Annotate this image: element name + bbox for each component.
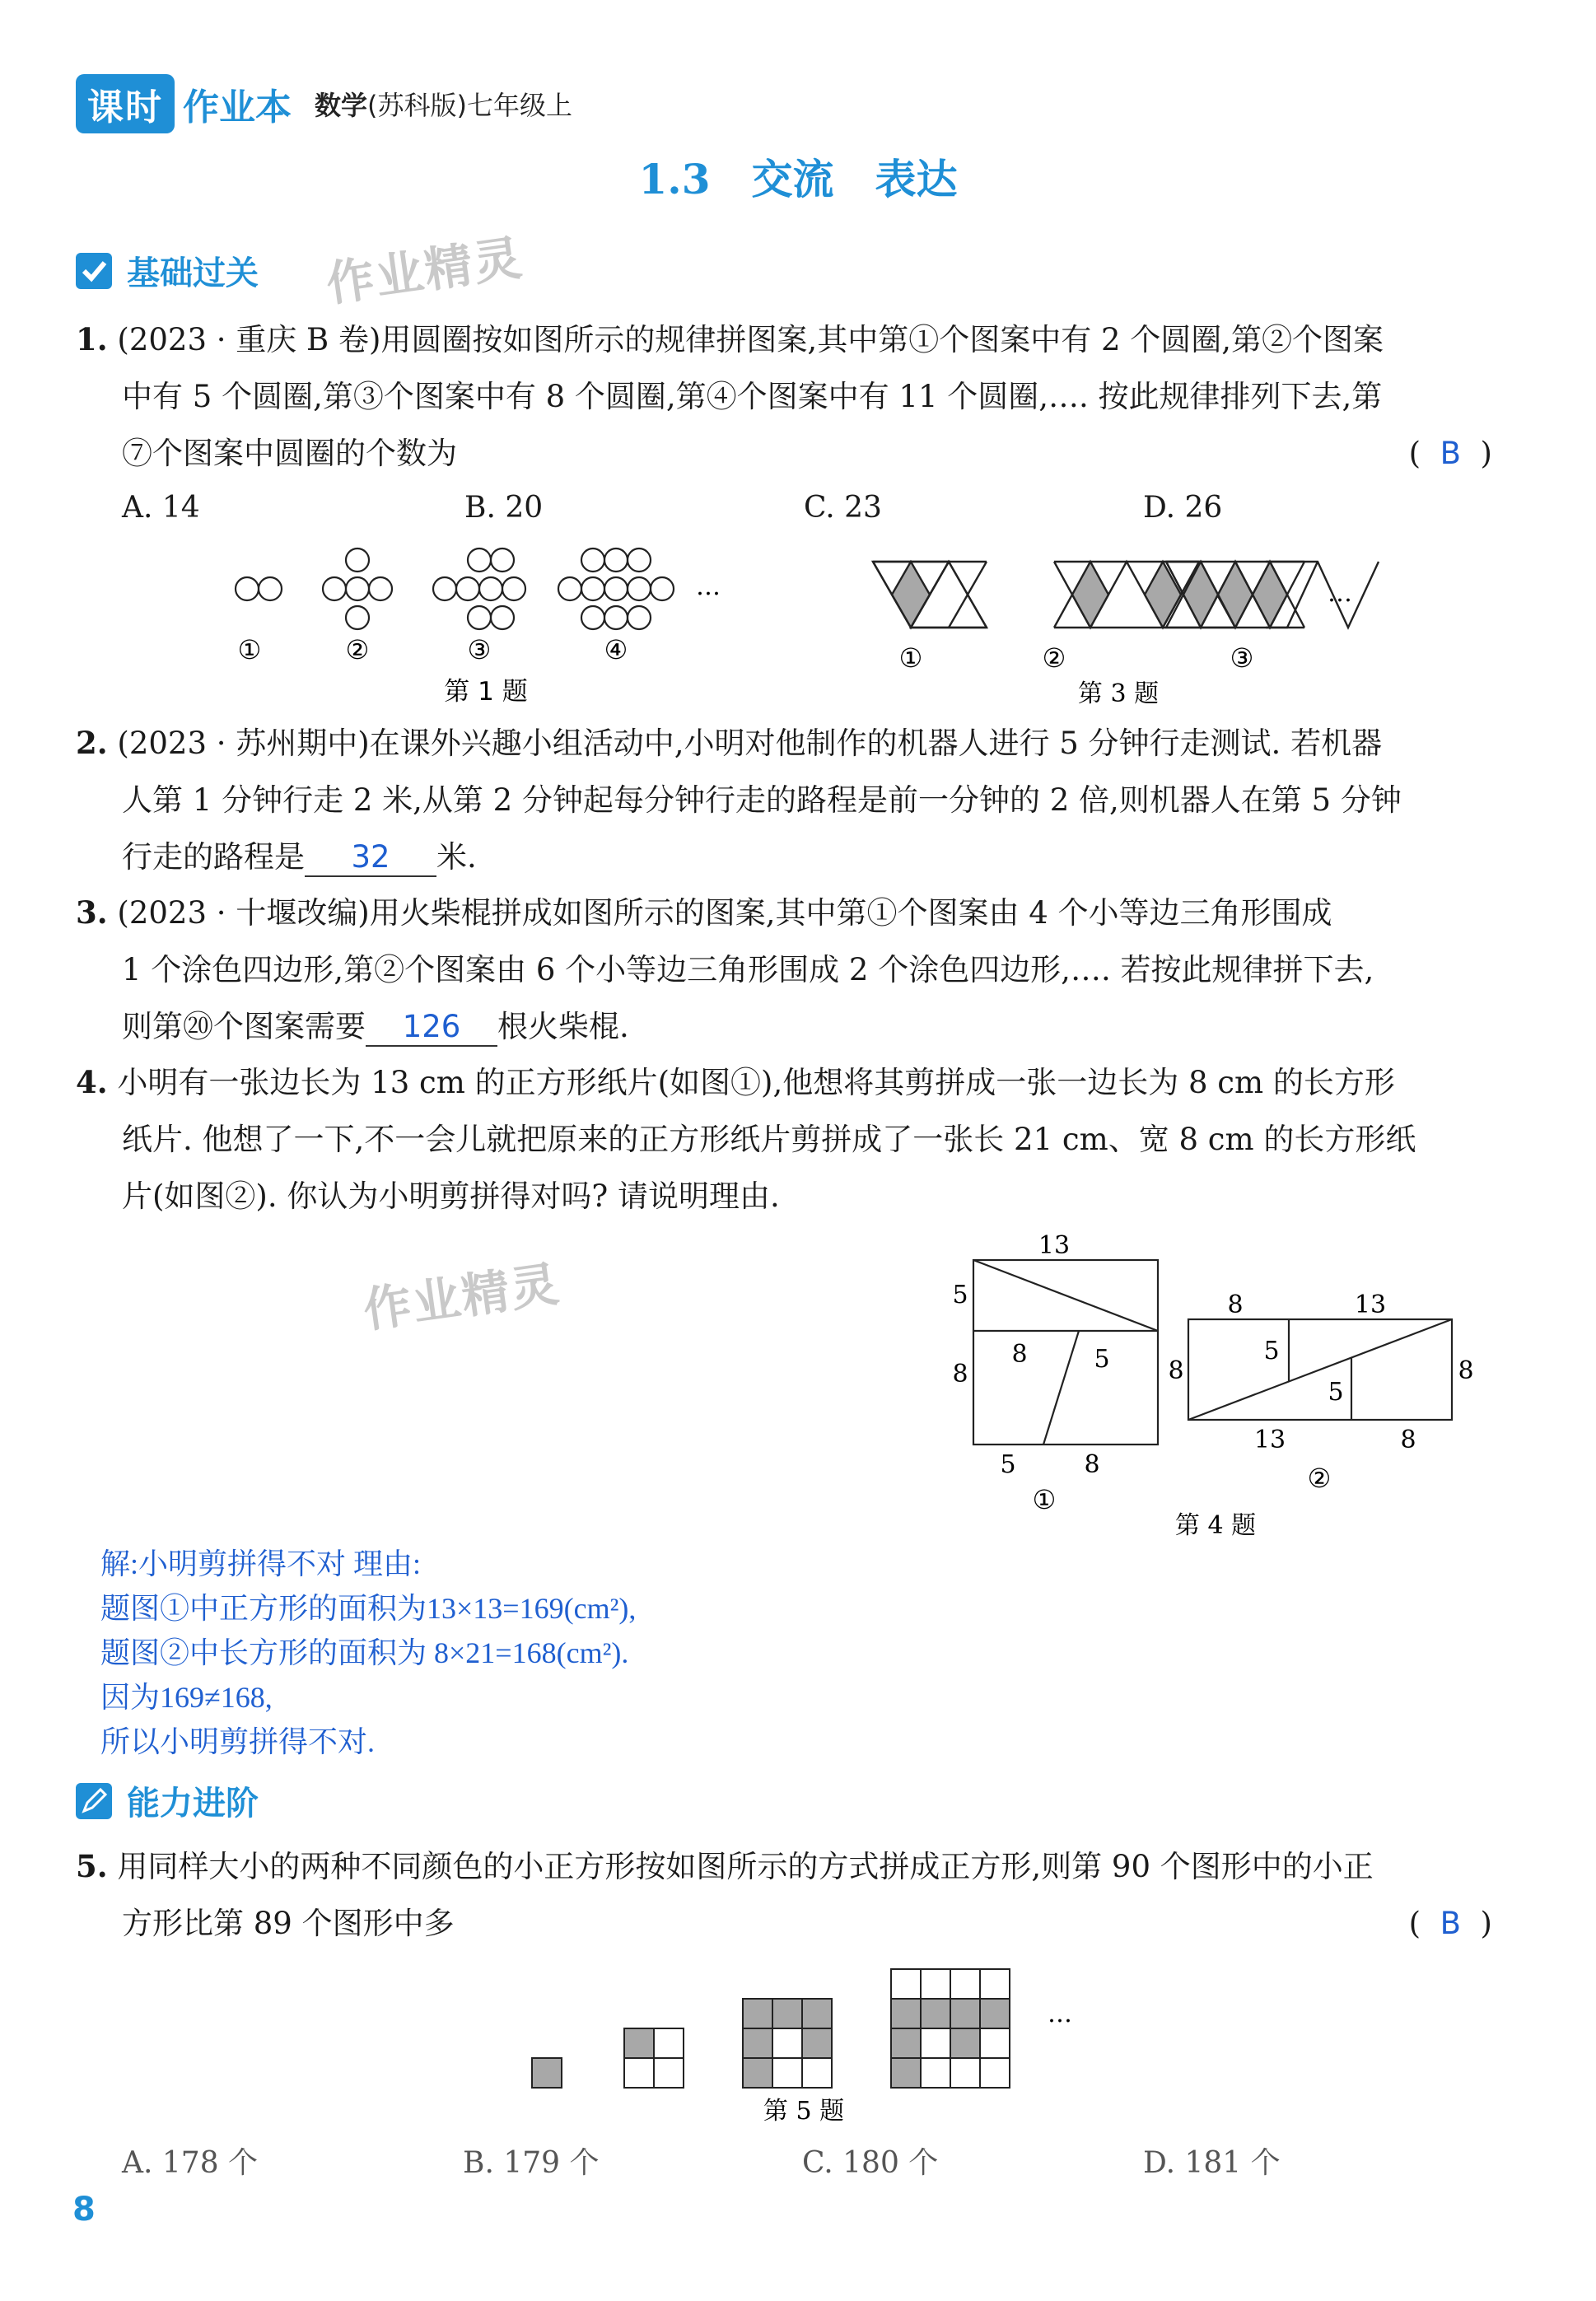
question-2 xyxy=(76,715,1492,885)
section-advanced xyxy=(76,1777,259,1824)
header-brand xyxy=(76,74,572,133)
q4-f1-top: 13 xyxy=(1038,1231,1071,1260)
pencil-icon xyxy=(76,1783,112,1819)
q5-cell-f3 xyxy=(802,2058,832,2088)
q1-text3: ⑦个图案中圆圈的个数为 xyxy=(122,436,457,471)
q5-cell-f4 xyxy=(921,1999,950,2028)
q4-f2-label: ② xyxy=(1307,1463,1332,1494)
q5-option-c: C. 180 个 xyxy=(802,2146,939,2180)
q5-cell-f4 xyxy=(891,2028,921,2058)
q5-ellipsis: … xyxy=(1048,2000,1072,2028)
q5-cell-f4 xyxy=(921,2028,950,2058)
q5-cell-f2 xyxy=(624,2028,654,2058)
q1-option-b: B. 20 xyxy=(464,491,544,525)
q5-cell-f3 xyxy=(772,2058,802,2088)
q2-line3 xyxy=(76,828,1492,885)
q4-f1-label: ① xyxy=(1032,1484,1057,1515)
q5-cell-f3 xyxy=(772,2028,802,2058)
q5-cell-f1 xyxy=(532,2058,562,2088)
q5-cell-f4 xyxy=(980,2058,1010,2088)
q5-cell-f3 xyxy=(743,2028,772,2058)
q5-cell-f4 xyxy=(950,2028,980,2058)
q5-cell-f4 xyxy=(950,1999,980,2028)
q2-line1 xyxy=(76,715,1492,772)
q4-solution-line-2: 题图①中正方形的面积为13×13=169(cm²), xyxy=(100,1592,637,1625)
q2-text1: (2023 · 苏州期中)在课外兴趣小组活动中,小明对他制作的机器人进行 5 分钟行走测试. 若机器 xyxy=(117,726,1383,761)
q4-f2-bottom-right: 8 xyxy=(1400,1426,1416,1454)
section-basic xyxy=(76,247,259,294)
q5-cell-f4 xyxy=(921,2058,950,2088)
q3-label-3: ③ xyxy=(1230,642,1254,674)
q3-caption: 第 3 题 xyxy=(1077,679,1160,708)
q1-pattern-4 xyxy=(558,548,674,629)
q5-answer: B xyxy=(1440,1906,1462,1941)
q5-cell-f4 xyxy=(980,2028,1010,2058)
brand-name: 作业本 xyxy=(183,86,292,128)
q3-text3-post: 根火柴棍. xyxy=(497,1009,629,1044)
q4-figure xyxy=(939,1227,1482,1540)
q5-cell-f2 xyxy=(654,2058,684,2088)
q4-line3: 片(如图②). 你认为小明剪拼得对吗? 请说明理由. xyxy=(122,1179,780,1214)
q5-caption: 第 5 题 xyxy=(763,2097,845,2126)
brand-logo: 课时 xyxy=(76,74,175,133)
q4-text1: 小明有一张边长为 13 cm 的正方形纸片(如图①),他想将其剪拼成一张一边长为 8 cm 的长方形 xyxy=(117,1065,1395,1100)
q3-text1: (2023 · 十堰改编)用火柴棍拼成如图所示的图案,其中第①个图案由 4 个小等边三角形围成 xyxy=(117,895,1332,931)
q5-cell-f2 xyxy=(654,2028,684,2058)
q1-label-2: ② xyxy=(345,634,370,665)
q4-solution xyxy=(100,1542,636,1764)
q3-label-2: ② xyxy=(1042,642,1066,674)
q1-option-d: D. 26 xyxy=(1143,491,1223,525)
q5-cell-f4 xyxy=(950,1969,980,1999)
q4-f1-left-bottom: 8 xyxy=(952,1360,968,1389)
q1-answer: B xyxy=(1440,436,1462,471)
q5-cell-f3 xyxy=(802,1999,832,2028)
q1-pattern-1 xyxy=(236,577,282,600)
q1-ellipsis: … xyxy=(696,572,721,601)
q5-cell-f3 xyxy=(772,1999,802,2028)
q1-option-a: A. 14 xyxy=(122,491,200,525)
q5-cell-f4 xyxy=(980,1969,1010,1999)
watermark-2: 作业精灵 xyxy=(360,1255,564,1339)
page-title: 1.3 交流 表达 xyxy=(638,155,958,203)
q1-figure xyxy=(222,535,749,708)
q5-option-a: A. 178 个 xyxy=(122,2146,259,2180)
q3-pattern-1 xyxy=(873,562,987,628)
q3-line2: 1 个涂色四边形,第②个图案由 6 个小等边三角形围成 2 个涂色四边形,…. 若按此规律拼下去, xyxy=(122,952,1374,987)
q4-f1-bottom-right: 8 xyxy=(1084,1450,1100,1479)
q1-answer-bracket: ( B ) xyxy=(1408,436,1492,471)
q5-number: 5. xyxy=(76,1848,108,1884)
q5-text2: 方形比第 89 个图形中多 xyxy=(122,1906,455,1941)
q4-f2-left: 8 xyxy=(1168,1356,1184,1385)
q5-cell-f4 xyxy=(950,2058,980,2088)
q5-text1: 用同样大小的两种不同颜色的小正方形按如图所示的方式拼成正方形,则第 90 个图形中的小正 xyxy=(117,1849,1374,1884)
q1-text1: (2023 · 重庆 B 卷)用圆圈按如图所示的规律拼图案,其中第①个图案中有 2 个圆圈,第②个图案 xyxy=(117,322,1384,357)
q5-cell-f4 xyxy=(891,2058,921,2088)
q5-line1 xyxy=(76,1838,1492,1895)
edition: (苏科版)七年级上 xyxy=(367,90,572,121)
q3-line3 xyxy=(76,998,1492,1055)
q4-f2-inner-1: 5 xyxy=(1263,1337,1280,1365)
watermark: 作业精灵 xyxy=(323,229,527,313)
q4-f2-right: 8 xyxy=(1458,1356,1474,1385)
q1-number: 1. xyxy=(76,321,108,357)
q4-f2-top-right: 13 xyxy=(1354,1291,1387,1319)
q2-text3: 行走的路程是 xyxy=(122,839,305,875)
q2-number: 2. xyxy=(76,725,108,761)
q2-line2: 人第 1 分钟行走 2 米,从第 2 分钟起每分钟行走的路程是前一分钟的 2 倍,则机器人在第 5 分钟 xyxy=(122,782,1402,818)
q5-cell-f4 xyxy=(891,1999,921,2028)
q4-line1 xyxy=(76,1054,1492,1111)
q5-cell-f3 xyxy=(802,2028,832,2058)
question-5 xyxy=(76,1838,1492,1952)
subject: 数学 xyxy=(315,90,368,121)
q3-text3: 则第⑳个图案需要 xyxy=(122,1009,366,1044)
q1-pattern-2 xyxy=(323,548,392,629)
q5-answer-bracket: ( B ) xyxy=(1408,1906,1492,1941)
q5-cell-f4 xyxy=(980,1999,1010,2028)
q5-option-d: D. 181 个 xyxy=(1143,2146,1281,2180)
q1-option-c: C. 23 xyxy=(804,491,882,525)
q4-caption: 第 4 题 xyxy=(1174,1511,1257,1540)
q4-number: 4. xyxy=(76,1064,108,1100)
q4-square xyxy=(973,1260,1158,1445)
question-3 xyxy=(76,884,1492,1055)
section-basic-label: 基础过关 xyxy=(127,254,259,292)
question-1 xyxy=(76,311,1492,482)
q5-cell-f2 xyxy=(624,2058,654,2088)
q1-pattern-3 xyxy=(433,548,525,629)
q1-line3 xyxy=(76,425,1492,482)
q3-ellipsis: … xyxy=(1328,579,1352,608)
q3-pattern-3-figure xyxy=(1163,545,1377,636)
q4-f1-mid-right: 5 xyxy=(1094,1345,1110,1374)
q1-label-4: ④ xyxy=(604,634,628,665)
q5-figure xyxy=(527,1956,1104,2129)
q5-cell-f3 xyxy=(743,2058,772,2088)
q4-line2: 纸片. 他想了一下,不一会儿就把原来的正方形纸片剪拼成了一张长 21 cm、宽 8 cm 的长方形纸 xyxy=(122,1122,1416,1157)
q3-number: 3. xyxy=(76,894,108,931)
q5-option-b: B. 179 个 xyxy=(463,2146,600,2180)
q1-line1 xyxy=(76,311,1492,368)
q1-label-1: ① xyxy=(237,634,262,665)
q4-f1-mid-left: 8 xyxy=(1011,1340,1028,1369)
q3-label-1: ① xyxy=(898,642,923,674)
q5-cell-f3 xyxy=(743,1999,772,2028)
q4-rectangle xyxy=(1188,1319,1452,1420)
q5-cell-f4 xyxy=(891,1969,921,1999)
q4-solution-line-3: 题图②中长方形的面积为 8×21=168(cm²). xyxy=(100,1636,629,1669)
q4-solution-line-4: 因为169≠168, xyxy=(100,1681,273,1714)
q5-line2 xyxy=(76,1895,1492,1952)
q4-f2-bottom-left: 13 xyxy=(1253,1426,1286,1454)
q4-f1-left-top: 5 xyxy=(952,1281,968,1309)
question-4 xyxy=(76,1054,1492,1225)
q4-solution-line-5: 所以小明剪拼得不对. xyxy=(100,1725,376,1758)
subject-label xyxy=(315,85,572,123)
section-advanced-label: 能力进阶 xyxy=(127,1785,259,1823)
q1-label-3: ③ xyxy=(467,634,492,665)
q4-f2-top-left: 8 xyxy=(1227,1291,1244,1319)
q4-solution-line-1: 解:小明剪拼得不对 理由: xyxy=(100,1547,422,1580)
page-number: 8 xyxy=(72,2191,96,2229)
q5-cell-f4 xyxy=(921,1969,950,1999)
q1-caption: 第 1 题 xyxy=(444,677,528,707)
q3-answer: 126 xyxy=(366,1009,497,1047)
q2-text3-post: 米. xyxy=(436,839,477,875)
q4-f2-inner-2: 5 xyxy=(1328,1378,1344,1407)
q2-answer: 32 xyxy=(305,839,436,877)
q3-line1 xyxy=(76,884,1492,941)
q1-line2: 中有 5 个圆圈,第③个图案中有 8 个圆圈,第④个图案中有 11 个圆圈,…. 按此规律排列下去,第 xyxy=(122,379,1383,414)
q4-f1-bottom-left: 5 xyxy=(1000,1450,1016,1479)
checkbox-icon xyxy=(76,253,112,289)
